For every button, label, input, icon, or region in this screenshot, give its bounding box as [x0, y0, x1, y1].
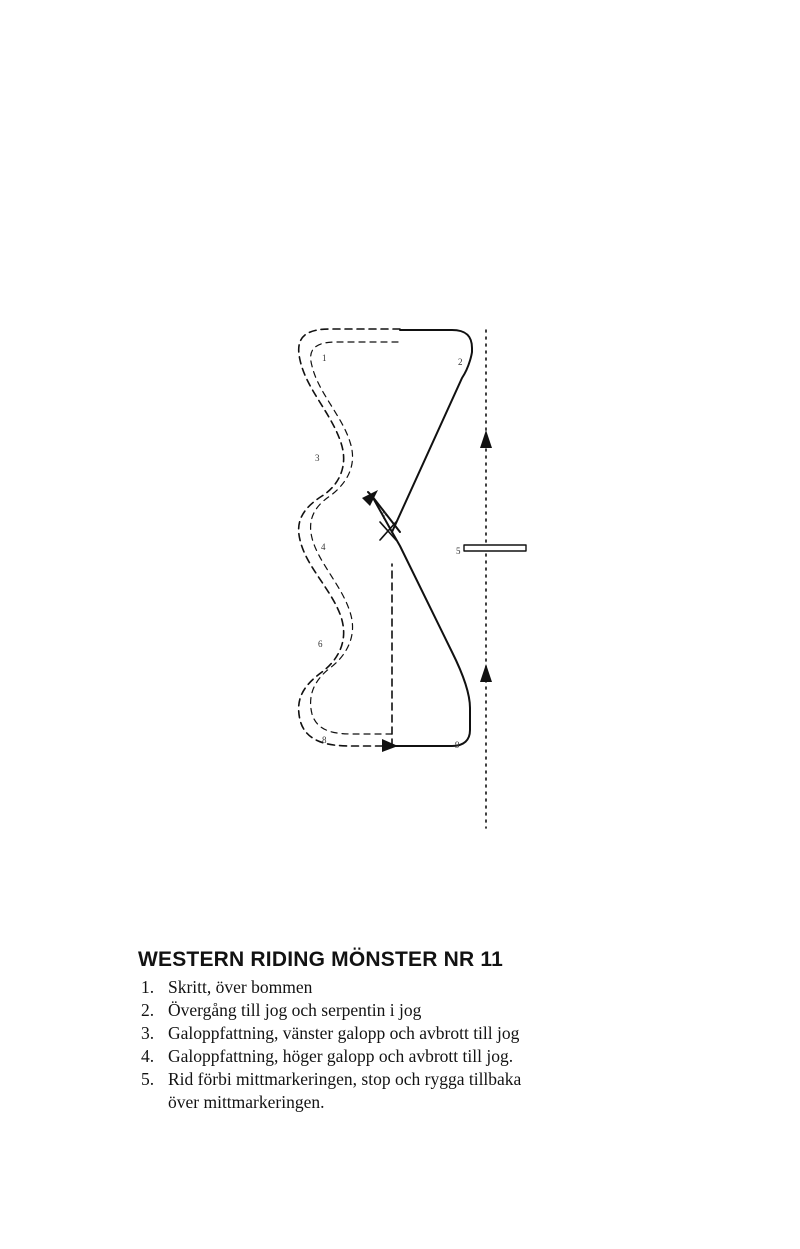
- list-item: [138, 1022, 698, 1045]
- step-text: Övergång till jog och serpentin i jog: [168, 1000, 422, 1021]
- list-item: [138, 999, 698, 1022]
- pattern-diagram: [0, 300, 800, 860]
- marker-9-label: 9: [455, 740, 460, 750]
- list-item: [138, 1068, 698, 1114]
- step-text-line1: Rid förbi mittmarkeringen, stop och rygga tillbaka: [168, 1069, 522, 1090]
- marker-5-label: 5: [456, 546, 461, 556]
- step-text: Galoppfattning, vänster galopp och avbrott till jog: [168, 1023, 520, 1044]
- marker-2-label: 2: [458, 357, 463, 367]
- steps-list: [138, 976, 698, 1115]
- marker-7-label: 7: [382, 511, 387, 521]
- marker-3-label: 3: [315, 453, 320, 463]
- walk-path-outer: [299, 329, 400, 746]
- marker-4-label: 4: [321, 542, 326, 552]
- caption-block: [138, 948, 698, 1115]
- step-number: 2.: [141, 1000, 155, 1021]
- marker-6-label: 6: [318, 639, 323, 649]
- arrow-up-upper-icon: [480, 430, 492, 448]
- list-item: [138, 976, 698, 999]
- ground-pole: [464, 545, 526, 551]
- pattern-diagram-svg: [0, 300, 800, 860]
- arrow-up-lower-icon: [480, 664, 492, 682]
- step-text-line2: över mittmarkeringen.: [168, 1092, 325, 1113]
- list-item: [138, 1045, 698, 1068]
- step-number: 3.: [141, 1023, 155, 1044]
- arrow-lope-lower-icon: [382, 739, 398, 752]
- step-number: 4.: [141, 1046, 155, 1067]
- marker-labels: [315, 353, 463, 750]
- step-text: [168, 1068, 698, 1114]
- step-text: Galoppfattning, höger galopp och avbrott till jog.: [168, 1046, 514, 1067]
- step-number: 5.: [141, 1069, 155, 1090]
- walk-path-inner-echo: [311, 342, 398, 734]
- step-number: 1.: [141, 977, 155, 997]
- page-title: WESTERN RIDING MÖNSTER NR 11: [138, 948, 503, 971]
- step-text: Skritt, över bommen: [168, 977, 313, 997]
- marker-8-label: 8: [322, 735, 327, 745]
- marker-1-label: 1: [322, 353, 327, 363]
